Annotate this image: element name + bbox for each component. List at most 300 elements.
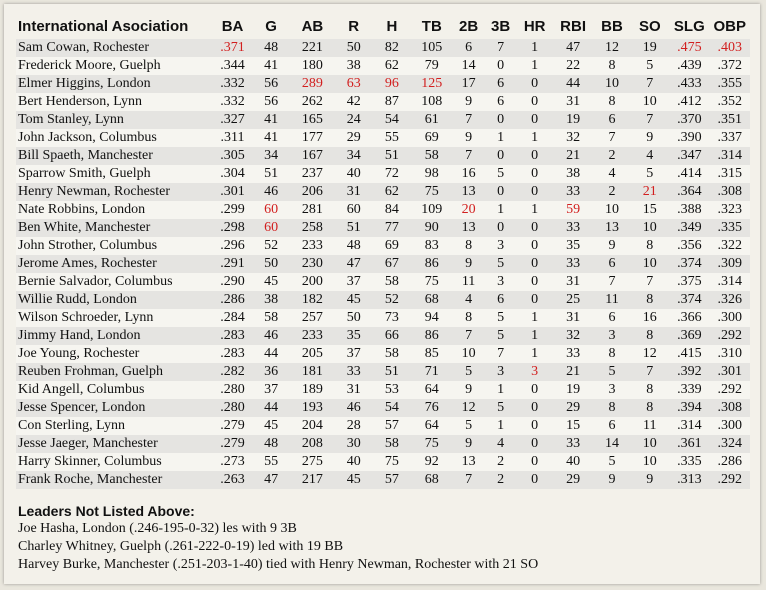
- table-row: [16, 309, 750, 327]
- stat-cell: 7: [485, 39, 517, 57]
- stat-cell: 8: [594, 399, 631, 417]
- leaders-line: Charley Whitney, Guelph (.261-222-0-19) led with 19 BB: [18, 539, 344, 554]
- stat-cell: 75: [411, 435, 453, 453]
- stat-cell: 58: [252, 309, 290, 327]
- stat-cell: 7: [485, 345, 517, 363]
- stat-cell: 86: [411, 255, 453, 273]
- stat-cell: 12: [453, 399, 485, 417]
- player-name-cell: Nate Robbins, London: [16, 201, 213, 219]
- stat-cell: 9: [453, 435, 485, 453]
- stat-cell: 17: [453, 75, 485, 93]
- stat-cell: 86: [411, 327, 453, 345]
- stat-cell: 69: [411, 129, 453, 147]
- stat-cell: 15: [553, 417, 594, 435]
- stat-cell: .361: [669, 435, 709, 453]
- stat-cell: .372: [709, 57, 750, 75]
- stat-cell: 14: [594, 435, 631, 453]
- stat-cell: 0: [517, 255, 553, 273]
- stat-cell: 4: [485, 435, 517, 453]
- stat-cell: 9: [453, 129, 485, 147]
- stat-cell: 45: [252, 273, 290, 291]
- stat-cell: .352: [709, 93, 750, 111]
- stat-cell: 205: [290, 345, 334, 363]
- stat-cell: 31: [553, 273, 594, 291]
- stat-cell: .292: [709, 471, 750, 489]
- column-header: R: [348, 18, 360, 35]
- column-header: SO: [638, 18, 661, 35]
- stat-cell: 12: [630, 345, 669, 363]
- stat-cell: 11: [594, 291, 631, 309]
- stat-cell: 1: [485, 417, 517, 435]
- stat-cell: 0: [517, 219, 553, 237]
- stat-cell: 7: [453, 327, 485, 345]
- leaders-line: Joe Hasha, London (.246-195-0-32) les with 9 3B: [18, 521, 297, 536]
- stat-cell: 51: [335, 219, 373, 237]
- leaders-title: Leaders Not Listed Above:: [18, 503, 195, 519]
- stat-cell: 193: [290, 399, 334, 417]
- table-row: [16, 453, 750, 471]
- stat-cell: 7: [453, 471, 485, 489]
- stat-cell: 45: [252, 417, 290, 435]
- stat-cell: .374: [669, 291, 709, 309]
- stat-cell: 9: [453, 255, 485, 273]
- stat-cell: .314: [709, 273, 750, 291]
- stat-cell: 0: [517, 75, 553, 93]
- stat-cell: 15: [630, 201, 669, 219]
- stat-cell: .388: [669, 201, 709, 219]
- stat-cell: .335: [709, 219, 750, 237]
- stat-cell: 20: [453, 201, 485, 219]
- stat-cell: 0: [517, 399, 553, 417]
- stat-cell: 46: [252, 327, 290, 345]
- stat-cell: 200: [290, 273, 334, 291]
- stat-cell: 9: [594, 471, 631, 489]
- stat-cell: 8: [630, 291, 669, 309]
- stat-cell: 5: [630, 165, 669, 183]
- stat-cell: 6: [594, 417, 631, 435]
- stat-cell: 16: [453, 165, 485, 183]
- stat-cell: 7: [594, 273, 631, 291]
- stat-cell: 1: [485, 129, 517, 147]
- stat-cell: 32: [553, 129, 594, 147]
- stat-cell: .300: [709, 309, 750, 327]
- stat-cell: 167: [290, 147, 334, 165]
- stat-cell: 59: [553, 201, 594, 219]
- stat-cell: .300: [709, 417, 750, 435]
- stat-cell: 54: [373, 111, 411, 129]
- stat-cell: 29: [553, 399, 594, 417]
- stat-cell: .366: [669, 309, 709, 327]
- stat-cell: .327: [213, 111, 252, 129]
- stat-cell: 9: [594, 237, 631, 255]
- stat-cell: .375: [669, 273, 709, 291]
- stat-cell: .308: [709, 399, 750, 417]
- stat-cell: 61: [411, 111, 453, 129]
- stat-cell: .305: [213, 147, 252, 165]
- table-row: [16, 57, 750, 75]
- stat-cell: 84: [373, 201, 411, 219]
- table-body: [16, 39, 750, 489]
- stat-cell: 10: [594, 75, 631, 93]
- stat-cell: .332: [213, 93, 252, 111]
- stat-cell: 52: [373, 291, 411, 309]
- stat-cell: 38: [553, 165, 594, 183]
- stat-cell: 5: [485, 327, 517, 345]
- stat-cell: 19: [553, 381, 594, 399]
- stat-cell: 0: [485, 147, 517, 165]
- player-name-cell: Sam Cowan, Rochester: [16, 39, 213, 57]
- stat-cell: 56: [252, 75, 290, 93]
- player-name-cell: John Jackson, Columbus: [16, 129, 213, 147]
- table-row: [16, 291, 750, 309]
- stat-cell: 275: [290, 453, 334, 471]
- stat-cell: 5: [453, 417, 485, 435]
- stat-cell: 47: [553, 39, 594, 57]
- stat-cell: 189: [290, 381, 334, 399]
- stat-cell: 50: [335, 39, 373, 57]
- stat-cell: 55: [373, 129, 411, 147]
- stat-cell: 262: [290, 93, 334, 111]
- stat-cell: 33: [553, 345, 594, 363]
- stat-cell: 2: [594, 183, 631, 201]
- stat-cell: 47: [252, 471, 290, 489]
- stat-cell: 7: [630, 273, 669, 291]
- stat-cell: 10: [630, 453, 669, 471]
- column-header: AB: [301, 18, 324, 35]
- player-name-cell: Willie Rudd, London: [16, 291, 213, 309]
- stat-cell: 6: [485, 93, 517, 111]
- stat-cell: 13: [453, 219, 485, 237]
- stat-cell: 33: [553, 183, 594, 201]
- stat-cell: 54: [373, 399, 411, 417]
- stat-cell: 21: [553, 363, 594, 381]
- stat-cell: 28: [335, 417, 373, 435]
- column-header: OBP: [713, 18, 746, 35]
- stat-cell: 71: [411, 363, 453, 381]
- stat-cell: 57: [373, 417, 411, 435]
- stat-cell: 44: [553, 75, 594, 93]
- stat-cell: 69: [373, 237, 411, 255]
- stat-cell: 3: [485, 237, 517, 255]
- stat-cell: 90: [411, 219, 453, 237]
- leaders-section: [18, 502, 748, 574]
- stat-cell: 51: [252, 165, 290, 183]
- stat-cell: 75: [411, 183, 453, 201]
- column-header: SLG: [673, 18, 705, 35]
- header-row: [16, 14, 750, 39]
- stat-cell: 29: [553, 471, 594, 489]
- stat-cell: 2: [485, 453, 517, 471]
- table-row: [16, 255, 750, 273]
- player-name-cell: Frederick Moore, Guelph: [16, 57, 213, 75]
- stat-cell: 5: [630, 57, 669, 75]
- stat-cell: 94: [411, 309, 453, 327]
- table-row: [16, 39, 750, 57]
- player-name-cell: Ben White, Manchester: [16, 219, 213, 237]
- league-title-header: International Asociation: [18, 18, 189, 35]
- stat-cell: 1: [517, 345, 553, 363]
- column-header: BA: [221, 18, 244, 35]
- stat-cell: 8: [630, 327, 669, 345]
- table-row: [16, 327, 750, 345]
- stat-cell: 12: [594, 39, 631, 57]
- player-name-cell: Jesse Spencer, London: [16, 399, 213, 417]
- stat-cell: 8: [630, 381, 669, 399]
- stat-cell: 7: [594, 129, 631, 147]
- stat-cell: .315: [709, 165, 750, 183]
- stat-cell: 33: [553, 255, 594, 273]
- stat-cell: 32: [553, 327, 594, 345]
- stat-cell: .323: [709, 201, 750, 219]
- table-row: [16, 237, 750, 255]
- stat-cell: 10: [453, 345, 485, 363]
- table-row: [16, 363, 750, 381]
- stat-cell: 13: [453, 453, 485, 471]
- table-row: [16, 129, 750, 147]
- stat-cell: 50: [252, 255, 290, 273]
- stat-cell: 7: [453, 111, 485, 129]
- stat-cell: 14: [453, 57, 485, 75]
- stat-cell: 10: [630, 219, 669, 237]
- stat-cell: 37: [335, 273, 373, 291]
- stat-cell: 51: [373, 363, 411, 381]
- stat-cell: 48: [252, 39, 290, 57]
- stat-cell: .301: [709, 363, 750, 381]
- stat-cell: 37: [252, 381, 290, 399]
- stat-cell: .284: [213, 309, 252, 327]
- stat-cell: 77: [373, 219, 411, 237]
- stat-cell: 233: [290, 237, 334, 255]
- stat-cell: 0: [517, 183, 553, 201]
- stat-cell: 3: [517, 363, 553, 381]
- stat-cell: .351: [709, 111, 750, 129]
- stat-cell: 0: [517, 291, 553, 309]
- stat-cell: 9: [630, 471, 669, 489]
- stat-cell: .292: [709, 327, 750, 345]
- column-header: 2B: [458, 18, 479, 35]
- stat-cell: 31: [553, 309, 594, 327]
- stat-cell: 0: [485, 57, 517, 75]
- stat-cell: 5: [485, 255, 517, 273]
- stat-cell: 181: [290, 363, 334, 381]
- stat-cell: .301: [213, 183, 252, 201]
- stat-cell: .296: [213, 237, 252, 255]
- stat-cell: 108: [411, 93, 453, 111]
- stat-cell: 79: [411, 57, 453, 75]
- stat-cell: .475: [669, 39, 709, 57]
- stat-cell: 42: [335, 93, 373, 111]
- table-row: [16, 111, 750, 129]
- stat-cell: 4: [453, 291, 485, 309]
- table-row: [16, 75, 750, 93]
- player-name-cell: Reuben Frohman, Guelph: [16, 363, 213, 381]
- stat-cell: 41: [252, 129, 290, 147]
- stat-cell: 9: [630, 129, 669, 147]
- stat-cell: .314: [709, 147, 750, 165]
- stat-cell: .291: [213, 255, 252, 273]
- stat-cell: 5: [485, 399, 517, 417]
- stat-cell: .349: [669, 219, 709, 237]
- stat-cell: 57: [373, 471, 411, 489]
- stat-cell: 62: [373, 183, 411, 201]
- table-row: [16, 345, 750, 363]
- stat-cell: 0: [517, 417, 553, 435]
- stat-cell: 8: [594, 93, 631, 111]
- stat-cell: 0: [517, 381, 553, 399]
- stat-cell: 8: [594, 57, 631, 75]
- stat-cell: 55: [252, 453, 290, 471]
- stat-cell: 217: [290, 471, 334, 489]
- stat-cell: .394: [669, 399, 709, 417]
- stat-cell: .344: [213, 57, 252, 75]
- stat-cell: 31: [553, 93, 594, 111]
- stat-cell: 6: [594, 111, 631, 129]
- stat-cell: 13: [453, 183, 485, 201]
- stat-cell: 51: [373, 147, 411, 165]
- player-name-cell: Con Sterling, Lynn: [16, 417, 213, 435]
- stat-cell: 87: [373, 93, 411, 111]
- stat-cell: 63: [335, 75, 373, 93]
- stat-cell: 40: [553, 453, 594, 471]
- stat-cell: 2: [485, 471, 517, 489]
- stat-cell: 1: [517, 57, 553, 75]
- stat-cell: 7: [630, 111, 669, 129]
- table-row: [16, 273, 750, 291]
- stat-cell: 40: [335, 165, 373, 183]
- stat-cell: 25: [553, 291, 594, 309]
- stat-cell: 109: [411, 201, 453, 219]
- stat-cell: 10: [630, 435, 669, 453]
- stat-cell: 6: [594, 309, 631, 327]
- stat-cell: 21: [553, 147, 594, 165]
- stat-cell: 8: [594, 345, 631, 363]
- stat-cell: 41: [252, 57, 290, 75]
- stat-cell: .308: [709, 183, 750, 201]
- stat-cell: 19: [630, 39, 669, 57]
- stat-cell: 8: [630, 399, 669, 417]
- stat-cell: 34: [252, 147, 290, 165]
- stat-cell: 85: [411, 345, 453, 363]
- stat-cell: 0: [517, 435, 553, 453]
- stat-cell: 165: [290, 111, 334, 129]
- stat-cell: 237: [290, 165, 334, 183]
- stat-cell: 7: [453, 147, 485, 165]
- stat-cell: 24: [335, 111, 373, 129]
- stat-cell: .332: [213, 75, 252, 93]
- stat-cell: 10: [630, 93, 669, 111]
- stat-cell: .286: [709, 453, 750, 471]
- stat-cell: 58: [411, 147, 453, 165]
- stat-cell: 75: [411, 273, 453, 291]
- player-name-cell: Frank Roche, Manchester: [16, 471, 213, 489]
- stat-cell: 83: [411, 237, 453, 255]
- stat-cell: 41: [252, 111, 290, 129]
- stat-cell: 82: [373, 39, 411, 57]
- stat-cell: 38: [252, 291, 290, 309]
- stat-cell: 48: [252, 435, 290, 453]
- stat-cell: .298: [213, 219, 252, 237]
- stat-cell: 257: [290, 309, 334, 327]
- stat-cell: .292: [709, 381, 750, 399]
- stat-cell: 3: [594, 381, 631, 399]
- stat-cell: 3: [485, 273, 517, 291]
- stat-cell: 40: [335, 453, 373, 471]
- stat-cell: 1: [485, 201, 517, 219]
- stat-cell: 5: [485, 309, 517, 327]
- leaders-line: Harvey Burke, Manchester (.251-203-1-40) tied with Henry Newman, Rochester with 21 SO: [18, 557, 539, 572]
- table-row: [16, 201, 750, 219]
- player-name-cell: Wilson Schroeder, Lynn: [16, 309, 213, 327]
- stat-cell: .299: [213, 201, 252, 219]
- player-name-cell: Sparrow Smith, Guelph: [16, 165, 213, 183]
- table-row: [16, 471, 750, 489]
- stat-cell: 16: [630, 309, 669, 327]
- stat-cell: 36: [252, 363, 290, 381]
- stat-cell: 0: [517, 93, 553, 111]
- column-header: RBI: [560, 18, 586, 35]
- player-name-cell: Tom Stanley, Lynn: [16, 111, 213, 129]
- stat-cell: 289: [290, 75, 334, 93]
- stat-cell: 4: [594, 165, 631, 183]
- stat-cell: 206: [290, 183, 334, 201]
- stat-cell: .337: [709, 129, 750, 147]
- stat-cell: 125: [411, 75, 453, 93]
- player-name-cell: Joe Young, Rochester: [16, 345, 213, 363]
- stat-cell: .283: [213, 327, 252, 345]
- stat-cell: 60: [252, 201, 290, 219]
- stat-cell: 9: [453, 381, 485, 399]
- stat-cell: 50: [335, 309, 373, 327]
- stat-cell: .326: [709, 291, 750, 309]
- stat-cell: 62: [373, 57, 411, 75]
- table-row: [16, 435, 750, 453]
- stat-cell: 33: [553, 219, 594, 237]
- stat-cell: .415: [669, 345, 709, 363]
- stat-cell: 64: [411, 417, 453, 435]
- stat-cell: .280: [213, 399, 252, 417]
- stat-cell: 22: [553, 57, 594, 75]
- stat-cell: 5: [453, 363, 485, 381]
- player-name-cell: Elmer Higgins, London: [16, 75, 213, 93]
- stat-cell: 56: [252, 93, 290, 111]
- stat-cell: 180: [290, 57, 334, 75]
- stat-cell: 0: [517, 237, 553, 255]
- stat-cell: 8: [453, 309, 485, 327]
- stat-cell: 48: [335, 237, 373, 255]
- player-name-cell: Harry Skinner, Columbus: [16, 453, 213, 471]
- stats-sheet: [4, 4, 760, 584]
- stat-cell: 30: [335, 435, 373, 453]
- stat-cell: .286: [213, 291, 252, 309]
- stat-cell: .412: [669, 93, 709, 111]
- stat-cell: .290: [213, 273, 252, 291]
- column-header: H: [386, 18, 398, 35]
- stat-cell: .370: [669, 111, 709, 129]
- column-header: 3B: [491, 18, 511, 35]
- stat-cell: 13: [594, 219, 631, 237]
- stat-cell: 45: [335, 471, 373, 489]
- player-name-cell: Kid Angell, Columbus: [16, 381, 213, 399]
- table-row: [16, 399, 750, 417]
- stat-cell: 60: [252, 219, 290, 237]
- stat-cell: 5: [594, 453, 631, 471]
- player-name-cell: Bernie Salvador, Columbus: [16, 273, 213, 291]
- stat-cell: 6: [485, 75, 517, 93]
- stat-cell: .279: [213, 435, 252, 453]
- stat-cell: 6: [453, 39, 485, 57]
- stat-cell: .347: [669, 147, 709, 165]
- stat-cell: 38: [335, 57, 373, 75]
